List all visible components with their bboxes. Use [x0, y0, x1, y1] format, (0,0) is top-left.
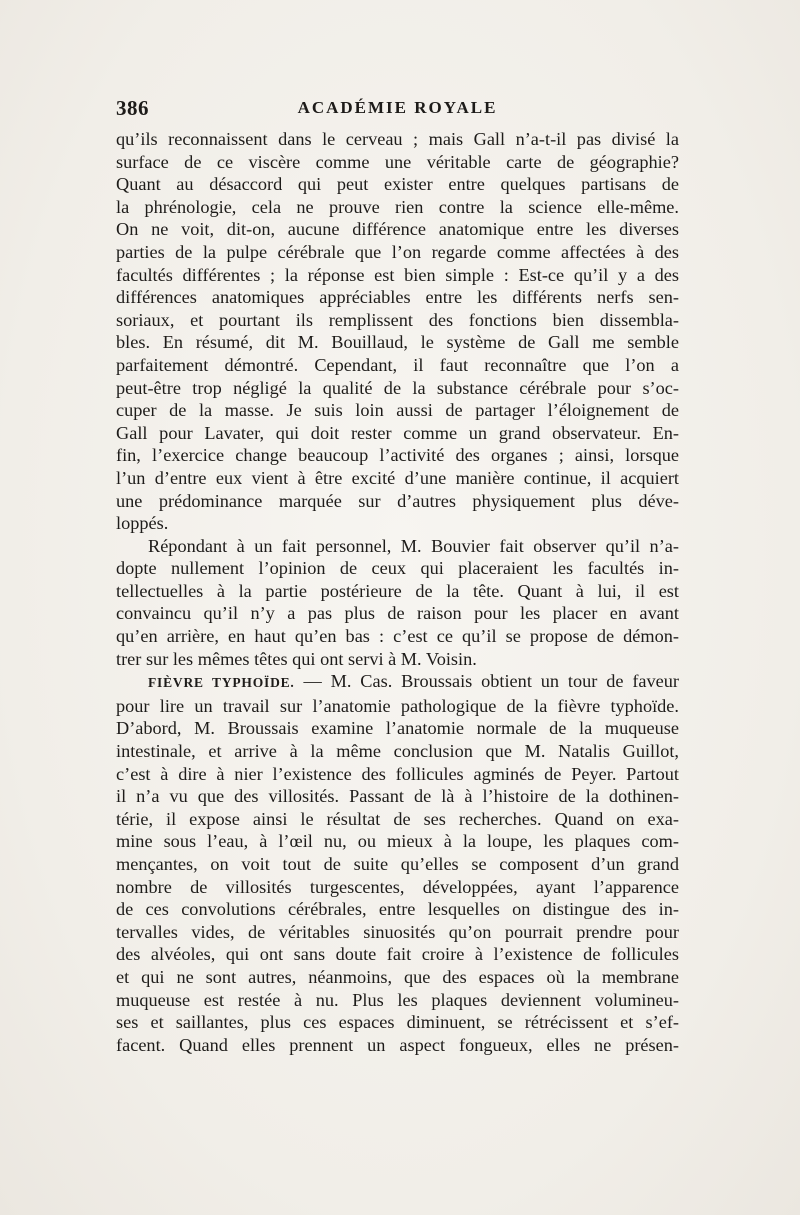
- text-line: la phrénologie, cela ne prouve rien contre la science elle-même.: [116, 196, 679, 217]
- body-text: [116, 128, 679, 1056]
- text-line: parties de la pulpe cérébrale que l’on regarde comme affectées à des: [116, 241, 679, 262]
- text-line: fin, l’exercice change beaucoup l’activité des organes ; ainsi, lorsque: [116, 445, 679, 466]
- text-line: Gall pour Lavater, qui doit rester comme un grand observateur. En-: [116, 422, 679, 443]
- paragraph-phrenology: [116, 128, 679, 535]
- text-line: soriaux, et pourtant ils remplissent des fonctions bien dissembla-: [116, 309, 679, 330]
- text-line: qu’en arrière, en haut qu’en bas : c’est ce qu’il se propose de démon-: [116, 626, 679, 647]
- text-line: tervalles vides, de véritables sinuosités qu’on pourrait prendre pour: [116, 921, 679, 942]
- text-line: c’est à dire à nier l’existence des follicules agminés de Peyer. Partout: [116, 763, 679, 784]
- text-line: convaincu qu’il n’y a pas plus de raison pour les placer en avant: [116, 603, 679, 624]
- text-line: tellectuelles à la partie postérieure de la tête. Quant à lui, il est: [116, 580, 679, 601]
- text-line: mençantes, on voit tout de suite qu’elles se composent d’un grand: [116, 854, 679, 874]
- text-line: une prédominance marquée sur d’autres physiquement plus déve-: [116, 490, 679, 511]
- text-line: et qui ne sont autres, néanmoins, que des espaces où la membrane: [116, 966, 679, 987]
- text-line: D’abord, M. Broussais examine l’anatomie normale de la muqueuse: [116, 718, 679, 739]
- text-line: On ne voit, dit-on, aucune différence anatomique entre les diverses: [116, 219, 679, 240]
- text-line: Quant au désaccord qui peut exister entre quelques partisans de: [116, 174, 679, 195]
- text-line: muqueuse est restée à nu. Plus les plaques deviennent volumineu-: [116, 989, 679, 1010]
- text-line: qu’ils reconnaissent dans le cerveau ; mais Gall n’a-t-il pas divisé la: [116, 129, 679, 149]
- text-line: Répondant à un fait personnel, M. Bouvier fait observer qu’il n’a-: [148, 535, 679, 556]
- text-line: facultés différentes ; la réponse est bien simple : Est-ce qu’il y a des: [116, 264, 679, 285]
- text-line: nombre de villosités turgescentes, développées, ayant l’apparence: [116, 876, 679, 897]
- page-header: [116, 96, 679, 124]
- paragraph-bouvier: [116, 535, 679, 671]
- text-line: l’un d’entre eux vient à être excité d’une manière continue, il acquiert: [116, 467, 679, 488]
- text-line-continuation: — M. Cas. Broussais obtient un tour de faveur: [294, 671, 679, 692]
- text-line: facent. Quand elles prennent un aspect fongueux, elles ne présen-: [116, 1034, 679, 1055]
- text-line: parfaitement démontré. Cependant, il faut reconnaître que l’on a: [116, 354, 679, 375]
- text-line: trer sur les mêmes têtes qui ont servi à M. Voisin.: [116, 648, 477, 669]
- text-line: des alvéoles, qui ont sans doute fait croire à l’existence de follicules: [116, 944, 679, 965]
- text-line: intestinale, et arrive à la même conclusion que M. Natalis Guillot,: [116, 741, 679, 762]
- text-line: cuper de la masse. Je suis loin aussi de partager l’éloignement de: [116, 400, 679, 421]
- text-line: peut-être trop négligé la qualité de la substance cérébrale pour s’oc-: [116, 377, 679, 398]
- text-line: de ces convolutions cérébrales, entre lesquelles on distingue des in-: [116, 899, 679, 920]
- text-line: [116, 670, 679, 695]
- paragraph-fievre-typhoide: [116, 670, 679, 1056]
- text-line: mine sous l’eau, à l’œil nu, ou mieux à la loupe, les plaques com-: [116, 831, 679, 852]
- text-line: surface de ce viscère comme une véritable carte de géographie?: [116, 151, 679, 172]
- page-number: 386: [116, 96, 149, 120]
- text-line: dopte nullement l’opinion de ceux qui placeraient les facultés in-: [116, 558, 679, 579]
- text-line: différences anatomiques appréciables entre les différents nerfs sen-: [116, 287, 679, 308]
- text-line: pour lire un travail sur l’anatomie pathologique de la fièvre typhoïde.: [116, 695, 679, 716]
- running-title: ACADÉMIE ROYALE: [297, 98, 498, 117]
- text-line: ses et saillantes, plus ces espaces diminuent, se rétrécissent et s’ef-: [116, 1012, 679, 1033]
- section-heading: FIÈVRE TYPHOÏDE.: [148, 675, 295, 691]
- text-line: térie, il expose ainsi le résultat de ses recherches. Quand on exa-: [116, 808, 679, 829]
- text-line: bles. En résumé, dit M. Bouillaud, le système de Gall me semble: [116, 332, 679, 353]
- text-line: il n’a vu que des villosités. Passant de là à l’histoire de la dothinen-: [116, 786, 679, 807]
- text-line: loppés.: [116, 513, 169, 534]
